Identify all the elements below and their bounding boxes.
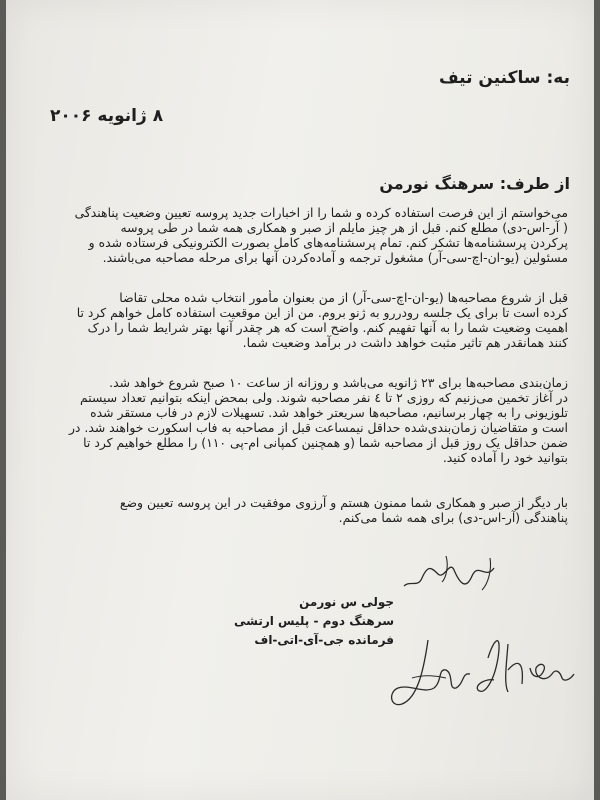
paragraph-2-line: قبل از شروع مصاحبه‌ها (یو-ان-اچ-سی-آر) از من بعنوان مأمور انتخاب شده محلی تقاضا	[119, 290, 568, 305]
sender-line: از طرف: سرهنگ نورمن	[379, 174, 570, 193]
paragraph-4-line: پناهندگی (آر-اس-دی) برای همه شما می‌کنم.	[338, 510, 568, 525]
signer-rank: سرهنگ دوم - پلیس ارتشی	[233, 614, 394, 628]
recipient-line: به: ساکنین تیف	[438, 68, 570, 88]
paragraph-4-line: بار دیگر از صبر و همکاری شما ممنون هستم و آرزوی موفقیت در این پروسه تعیین وضع	[119, 495, 568, 510]
paragraph-2-line: کرده است تا برای یک جلسه رودررو به ژنو بروم. من از این موقعیت استفاده کامل خواهم کرد تا	[76, 305, 568, 320]
paragraph-1-line: مسئولین (یو-ان-اچ-سی-آر) مشغول ترجمه و آماده‌کردن آنها برای مرحله مصاحبه می‌باشند.	[102, 250, 568, 265]
paragraph-3-line: زمان‌بندی مصاحبه‌ها برای ۲۳ ژانویه می‌باشد و روزانه از ساعت ۱۰ صبح شروع خواهد شد.	[109, 375, 568, 390]
handwritten-signature-bottom	[384, 618, 580, 718]
letter-page	[6, 0, 594, 800]
paragraph-3-line: در آغاز تخمین می‌زنیم که روزی ۲ تا ٤ نفر مصاحبه شوند. ولی بمحض اینکه بتوانیم تعداد سیستم	[80, 390, 568, 405]
paragraph-2-line: اهمیت وضعیت شما را به آنها تفهیم کنم. واضح است که هر چقدر آنها بهتر شرایط شما را درک	[87, 320, 568, 335]
paragraph-1-line: می‌خواستم از این فرصت استفاده کرده و شما را از اخبارات جدید پروسه تعیین وضعیت پناهندگی	[74, 205, 568, 220]
paragraph-1-line: پرکردن پرسشنامه‌ها تشکر کنم. تمام پرسشنامه‌های کامل بصورت الکترونیکی فرستاده شده و	[88, 235, 568, 250]
handwritten-signature-top	[394, 550, 504, 600]
signer-role: فرمانده جی-آی-اتی-اف	[254, 633, 394, 647]
paragraph-2-line: کنند همانقدر هم تاثیر مثبت خواهد داشت در برآمد وضعیت شما.	[242, 335, 568, 350]
signer-name: جولی س نورمن	[299, 595, 394, 609]
paragraph-3-line: است و متقاضیان زمان‌بندی‌شده حداقل نیمساعت قبل از مصاحبه به فاب اسکورت خواهند شد. در	[68, 420, 568, 435]
paragraph-3-line: تلوزیونی را به چهار برسانیم، مصاحبه‌ها سریعتر خواهد شد. تسهیلات لازم در فاب مستقر شده	[90, 405, 568, 420]
letter-date: ۸ ژانویه ۲۰۰۶	[50, 106, 164, 126]
paragraph-3-line: ضمن حداقل یک روز قبل از مصاحبه شما (و همچنین کمپانی ام-پی ۱۱۰) را مطلع خواهیم کرد تا	[83, 435, 568, 450]
paragraph-1-line: ( آر-اس-دی) مطلع کنم. قبل از هر چیز مایلم از صبر و همکاری همه شما در طی پروسه	[120, 220, 568, 235]
paragraph-3-line: بتوانید خود را آماده کنید.	[442, 450, 568, 465]
